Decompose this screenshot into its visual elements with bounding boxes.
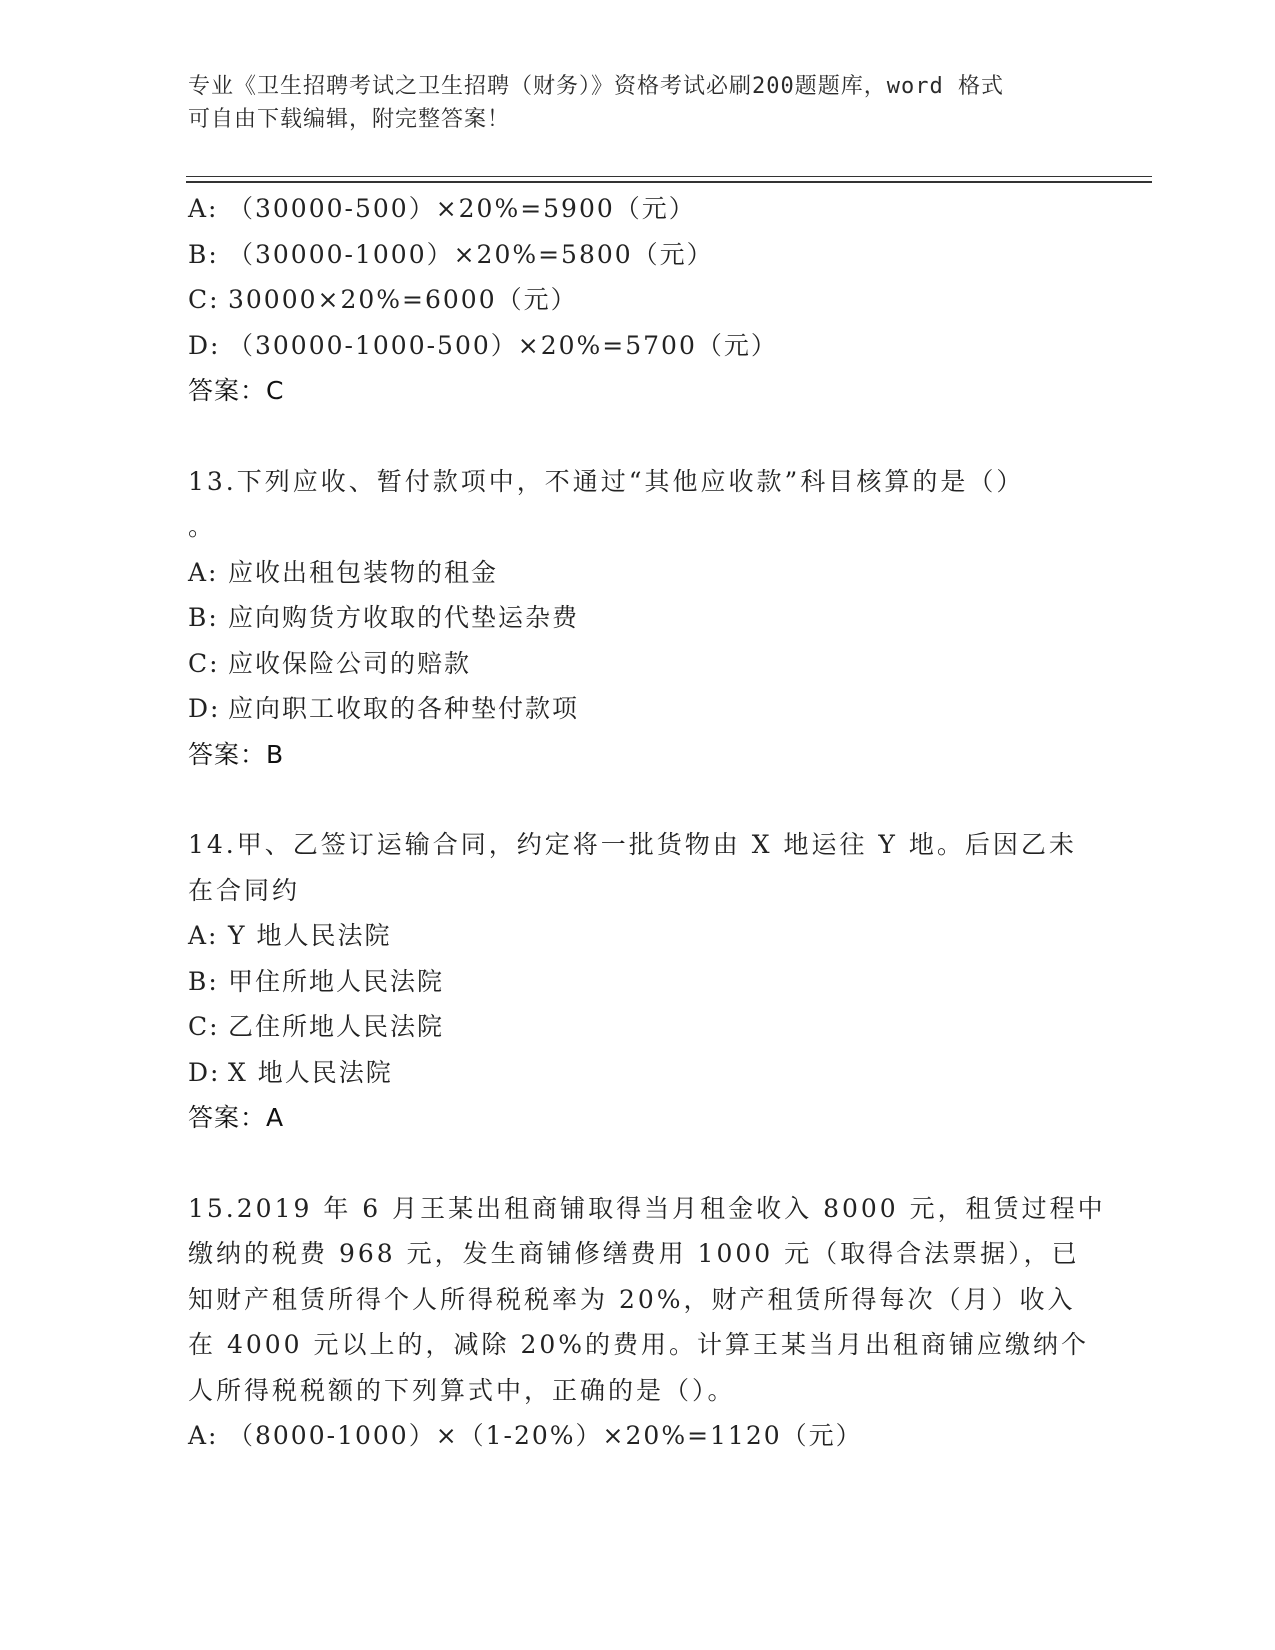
option-letter: A: <box>188 1421 219 1450</box>
option-a <box>188 186 1088 232</box>
option-a <box>188 913 1088 959</box>
option-letter: C: <box>188 1012 220 1041</box>
option-letter: B: <box>188 603 219 632</box>
question-stem-line: 14.甲、乙签订运输合同，约定将一批货物由 X 地运往 Y 地。后因乙未 <box>188 830 1077 859</box>
header-title-line-2: 可自由下载编辑，附完整答案！ <box>188 107 511 132</box>
option-d <box>188 323 1088 369</box>
document-body <box>188 186 1106 1459</box>
spacer <box>188 777 1088 822</box>
header-title-line-1: 专业《卫生招聘考试之卫生招聘（财务）》资格考试必刷200题题库，word 格式 <box>188 74 1004 99</box>
option-letter: A: <box>188 921 219 950</box>
option-text: 应收保险公司的赔款 <box>228 648 472 678</box>
question-stem-line: 在 4000 元以上的，减除 20%的费用。计算王某当月出租商铺应缴纳个 <box>188 1330 1090 1359</box>
question-15 <box>188 1186 1106 1459</box>
option-text: 30000×20%=6000（元） <box>228 285 578 314</box>
option-text: 应向购货方收取的代垫运杂费 <box>228 603 580 632</box>
spacer <box>188 1141 1088 1186</box>
option-text: 甲住所地人民法院 <box>228 966 445 996</box>
question-stem-line: 人所得税税额的下列算式中，正确的是（）。 <box>188 1375 736 1405</box>
option-text: （8000-1000）×（1-20%）×20%=1120（元） <box>228 1421 863 1450</box>
option-c <box>188 1004 1088 1050</box>
question-12 <box>188 186 1088 414</box>
option-text: X 地人民法院 <box>228 1057 393 1087</box>
question-stem-line: 缴纳的税费 968 元，发生商铺修缮费用 1000 元（取得合法票据），已 <box>188 1239 1080 1268</box>
option-letter: C: <box>188 648 220 678</box>
option-b <box>188 595 1088 641</box>
question-stem-line: 。 <box>188 512 217 541</box>
option-text: （30000-1000-500）×20%=5700（元） <box>228 330 778 360</box>
option-text: （30000-500）×20%=5900（元） <box>228 194 696 223</box>
answer-line: 答案：A <box>188 1103 285 1132</box>
option-d <box>188 1050 1088 1096</box>
spacer <box>188 414 1088 459</box>
question-stem-line: 15.2019 年 6 月王某出租商铺取得当月租金收入 8000 元，租赁过程中 <box>188 1193 1106 1223</box>
question-stem-line: 知财产租赁所得个人所得税税率为 20%，财产租赁所得每次（月）收入 <box>188 1284 1076 1314</box>
option-letter: B: <box>188 966 219 996</box>
option-text: 应向职工收取的各种垫付款项 <box>228 694 580 723</box>
question-13 <box>188 459 1088 778</box>
option-b <box>188 959 1088 1005</box>
option-d <box>188 686 1088 732</box>
option-letter: A: <box>188 557 219 587</box>
question-stem-line: 在合同约 <box>188 875 301 905</box>
option-text: Y 地人民法院 <box>228 921 392 950</box>
option-b <box>188 232 1088 278</box>
option-letter: D: <box>188 1057 221 1087</box>
header-divider-thick <box>186 181 1152 183</box>
answer-line: 答案：C <box>188 376 285 405</box>
option-letter: B: <box>188 239 219 269</box>
question-stem-line: 13.下列应收、暂付款项中，不通过“其他应收款”科目核算的是（） <box>188 466 1025 496</box>
option-c <box>188 277 1088 323</box>
option-letter: C: <box>188 285 220 314</box>
option-text: （30000-1000）×20%=5800（元） <box>228 239 714 269</box>
option-letter: A: <box>188 194 219 223</box>
question-14 <box>188 822 1088 1141</box>
option-letter: D: <box>188 330 221 360</box>
option-text: 应收出租包装物的租金 <box>228 557 499 587</box>
option-c <box>188 641 1088 687</box>
option-a <box>188 1413 1088 1459</box>
option-text: 乙住所地人民法院 <box>228 1012 445 1041</box>
header-divider-thin <box>186 176 1152 177</box>
option-letter: D: <box>188 694 221 723</box>
option-a <box>188 550 1088 596</box>
document-header <box>188 70 1068 136</box>
answer-line: 答案：B <box>188 739 285 769</box>
